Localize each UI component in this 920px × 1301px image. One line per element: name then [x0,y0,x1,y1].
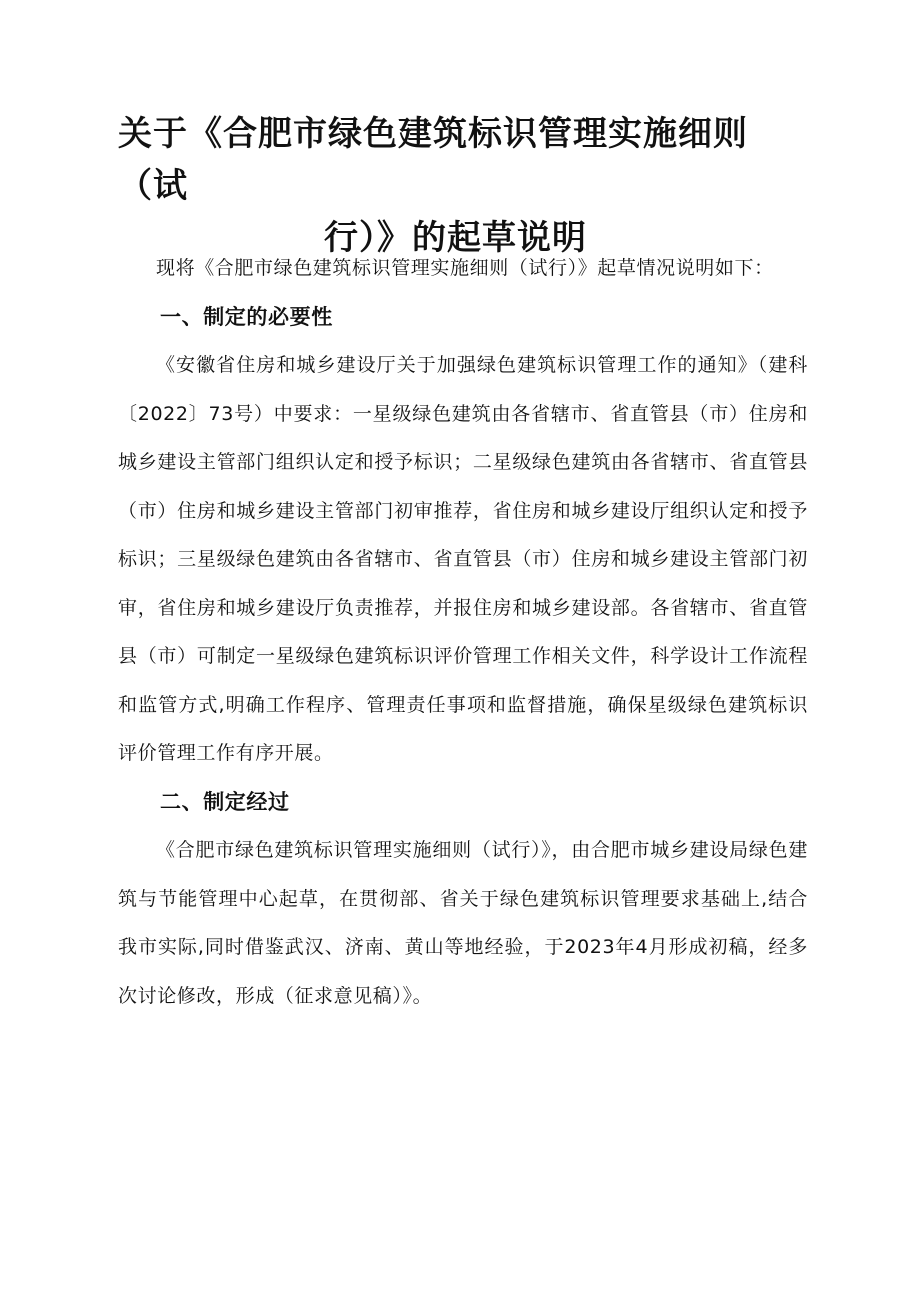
intro-paragraph: 现将《合肥市绿色建筑标识管理实施细则（试行）》起草情况说明如下： [156,257,774,279]
section-1-heading: 一、制定的必要性 [160,304,333,329]
section-2-heading: 二、制定经过 [160,789,290,814]
document-title [118,108,808,264]
title-line-2: 行）》的起草说明 [324,218,587,258]
section-1-paragraph: 《安徽省住房和城乡建设厅关于加强绿色建筑标识管理工作的通知》（建科〔2022〕73号）中要求：一星级绿色建筑由各省辖市、省直管县（市）住房和城乡建设主管部门组织认定和授予标识；二星级绿色建筑由各省辖市、省直管县（市）住房和城乡建设主管部门初审推荐，省住房和城乡建设厅组织认定和授予标识；三星级绿色建筑由各省辖市、省直管县（市）住房和城乡建设主管部门初审，省住房和城乡建设厅负责推荐，并报住房和城乡建设部。各省辖市、省直管县（市）可制定一星级绿色建筑标识评价管理工作相关文件，科学设计工作流程和监管方式,明确工作程序、管理责任事项和监督措施，确保星级绿色建筑标识评价管理工作有序开展。 [118,354,808,764]
title-line-1: 关于《合肥市绿色建筑标识管理实施细则（试 [118,114,748,206]
document-body [118,244,808,1020]
section-2-paragraph: 《合肥市绿色建筑标识管理实施细则（试行）》，由合肥市城乡建设局绿色建筑与节能管理中心起草，在贯彻部、省关于绿色建筑标识管理要求基础上,结合我市实际,同时借鉴武汉、济南、黄山等地经验，于2023年4月形成初稿，经多次讨论修改，形成（征求意见稿）》。 [118,839,808,1007]
